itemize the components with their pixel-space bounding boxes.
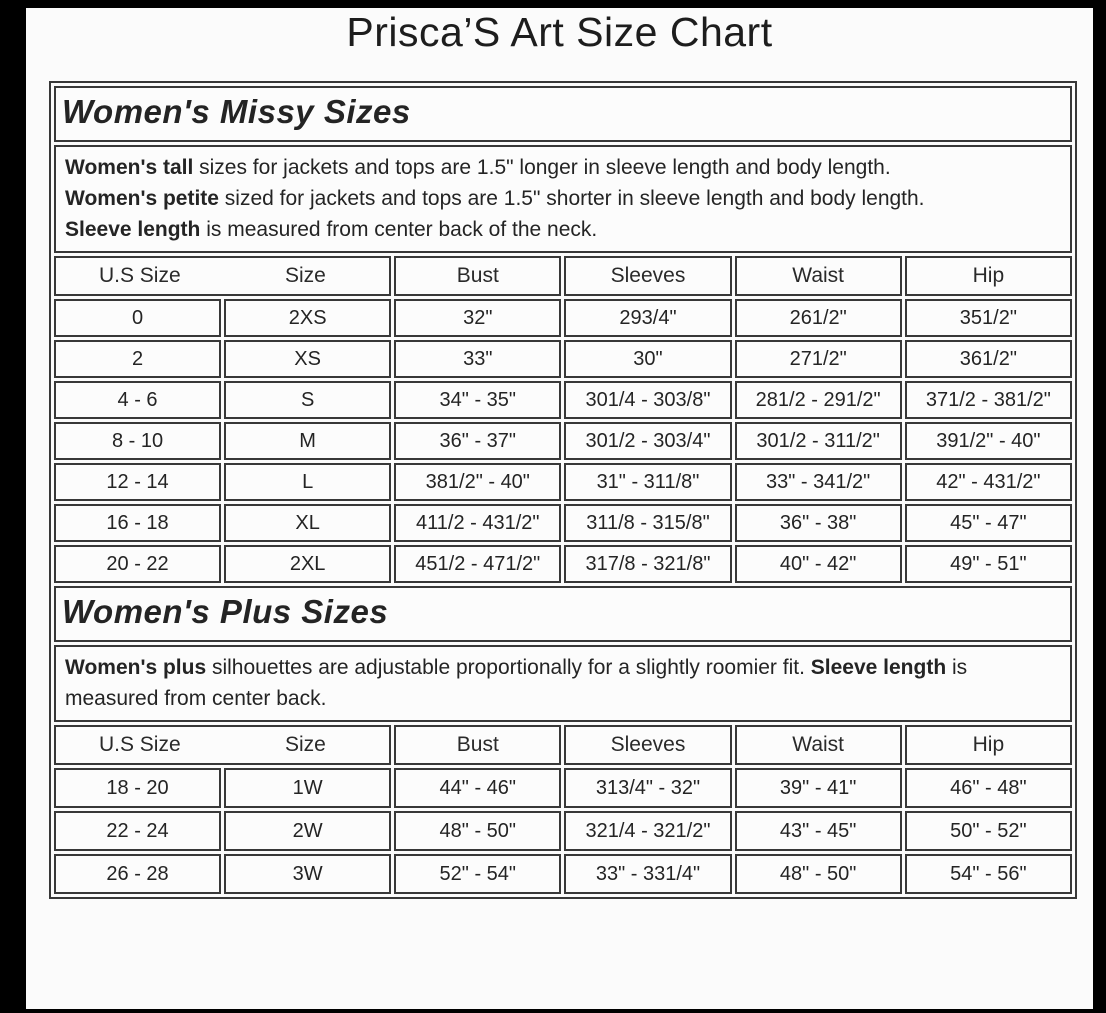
cell-hip: 49" - 51"	[905, 545, 1072, 583]
description-bold: Women's tall	[65, 156, 194, 179]
cell-size: 3W	[224, 854, 391, 894]
table-row	[54, 299, 1072, 337]
cell-sleeves: 311/8 - 315/8"	[564, 504, 731, 542]
cell-sleeves: 301/4 - 303/8"	[564, 381, 731, 419]
cell-us-size: 8 - 10	[54, 422, 221, 460]
header-split	[57, 264, 388, 288]
cell-sleeves: 33" - 331/4"	[564, 854, 731, 894]
cell-us-size: 2	[54, 340, 221, 378]
header-split	[57, 733, 388, 757]
column-header-hip: Hip	[905, 725, 1072, 765]
size-chart-table	[49, 81, 1077, 899]
cell-size: S	[224, 381, 391, 419]
column-header-size: Size	[284, 733, 326, 756]
cell-bust: 48" - 50"	[394, 811, 561, 851]
cell-waist: 43" - 45"	[735, 811, 902, 851]
cell-hip: 54" - 56"	[905, 854, 1072, 894]
column-header-size: Size	[284, 264, 326, 287]
cell-sleeves: 293/4"	[564, 299, 731, 337]
cell-size: 2W	[224, 811, 391, 851]
column-header-ussize-size	[54, 725, 391, 765]
missy-header-row	[54, 256, 1072, 296]
cell-bust: 411/2 - 431/2"	[394, 504, 561, 542]
cell-waist: 36" - 38"	[735, 504, 902, 542]
column-header-sleeves: Sleeves	[564, 256, 731, 296]
missy-heading-row	[54, 86, 1072, 142]
cell-waist: 39" - 41"	[735, 768, 902, 808]
missy-section-heading: Women's Missy Sizes	[54, 86, 1072, 142]
table-row	[54, 381, 1072, 419]
column-header-hip: Hip	[905, 256, 1072, 296]
cell-bust: 451/2 - 471/2"	[394, 545, 561, 583]
cell-sleeves: 30"	[564, 340, 731, 378]
column-header-ussize-size	[54, 256, 391, 296]
description-line	[65, 183, 1061, 214]
cell-hip: 351/2"	[905, 299, 1072, 337]
description-bold: Women's petite	[65, 187, 219, 210]
table-row	[54, 545, 1072, 583]
missy-description-row	[54, 145, 1072, 253]
description-bold: Women's plus	[65, 656, 207, 679]
cell-hip: 45" - 47"	[905, 504, 1072, 542]
cell-size: 2XS	[224, 299, 391, 337]
description-bold: Sleeve length	[65, 218, 201, 241]
missy-description	[54, 145, 1072, 253]
table-row	[54, 768, 1072, 808]
plus-description-row	[54, 645, 1072, 722]
column-header-waist: Waist	[735, 725, 902, 765]
cell-sleeves: 321/4 - 321/2"	[564, 811, 731, 851]
cell-us-size: 22 - 24	[54, 811, 221, 851]
page-title: Prisca’S Art Size Chart	[346, 9, 773, 55]
cell-hip: 50" - 52"	[905, 811, 1072, 851]
page	[26, 8, 1093, 1009]
plus-heading-row	[54, 586, 1072, 642]
description-line	[65, 152, 1061, 183]
cell-waist: 48" - 50"	[735, 854, 902, 894]
cell-bust: 33"	[394, 340, 561, 378]
cell-bust: 381/2" - 40"	[394, 463, 561, 501]
cell-size: 1W	[224, 768, 391, 808]
cell-bust: 44" - 46"	[394, 768, 561, 808]
cell-waist: 281/2 - 291/2"	[735, 381, 902, 419]
description-text: is measured from center back.	[65, 656, 968, 710]
cell-hip: 46" - 48"	[905, 768, 1072, 808]
cell-waist: 40" - 42"	[735, 545, 902, 583]
cell-hip: 42" - 431/2"	[905, 463, 1072, 501]
cell-hip: 391/2" - 40"	[905, 422, 1072, 460]
cell-sleeves: 31" - 311/8"	[564, 463, 731, 501]
description-bold: Sleeve length	[810, 656, 947, 679]
cell-waist: 261/2"	[735, 299, 902, 337]
cell-us-size: 18 - 20	[54, 768, 221, 808]
cell-us-size: 0	[54, 299, 221, 337]
cell-waist: 271/2"	[735, 340, 902, 378]
table-row	[54, 463, 1072, 501]
table-row	[54, 504, 1072, 542]
table-row	[54, 340, 1072, 378]
cell-bust: 34" - 35"	[394, 381, 561, 419]
plus-header-row	[54, 725, 1072, 765]
column-header-bust: Bust	[394, 725, 561, 765]
column-header-us-size: U.S Size	[98, 264, 181, 287]
cell-bust: 32"	[394, 299, 561, 337]
cell-hip: 361/2"	[905, 340, 1072, 378]
cell-us-size: 4 - 6	[54, 381, 221, 419]
description-text: is measured from center back of the neck.	[200, 218, 598, 241]
plus-section-heading: Women's Plus Sizes	[54, 586, 1072, 642]
table-row	[54, 854, 1072, 894]
table-row	[54, 811, 1072, 851]
description-text: sized for jackets and tops are 1.5" shorter in sleeve length and body length.	[218, 187, 925, 210]
plus-description	[54, 645, 1072, 722]
column-header-us-size: U.S Size	[98, 733, 181, 756]
column-header-sleeves: Sleeves	[564, 725, 731, 765]
cell-sleeves: 301/2 - 303/4"	[564, 422, 731, 460]
description-text: silhouettes are adjustable proportionally for a slightly roomier fit.	[206, 656, 811, 679]
cell-waist: 301/2 - 311/2"	[735, 422, 902, 460]
description-line	[65, 214, 1061, 245]
cell-hip: 371/2 - 381/2"	[905, 381, 1072, 419]
cell-bust: 36" - 37"	[394, 422, 561, 460]
cell-bust: 52" - 54"	[394, 854, 561, 894]
cell-us-size: 26 - 28	[54, 854, 221, 894]
cell-size: 2XL	[224, 545, 391, 583]
cell-waist: 33" - 341/2"	[735, 463, 902, 501]
cell-size: L	[224, 463, 391, 501]
column-header-bust: Bust	[394, 256, 561, 296]
cell-size: XL	[224, 504, 391, 542]
cell-sleeves: 317/8 - 321/8"	[564, 545, 731, 583]
cell-size: M	[224, 422, 391, 460]
cell-sleeves: 313/4" - 32"	[564, 768, 731, 808]
cell-size: XS	[224, 340, 391, 378]
column-header-waist: Waist	[735, 256, 902, 296]
cell-us-size: 20 - 22	[54, 545, 221, 583]
description-text: sizes for jackets and tops are 1.5" longer in sleeve length and body length.	[193, 156, 891, 179]
cell-us-size: 12 - 14	[54, 463, 221, 501]
cell-us-size: 16 - 18	[54, 504, 221, 542]
table-row	[54, 422, 1072, 460]
